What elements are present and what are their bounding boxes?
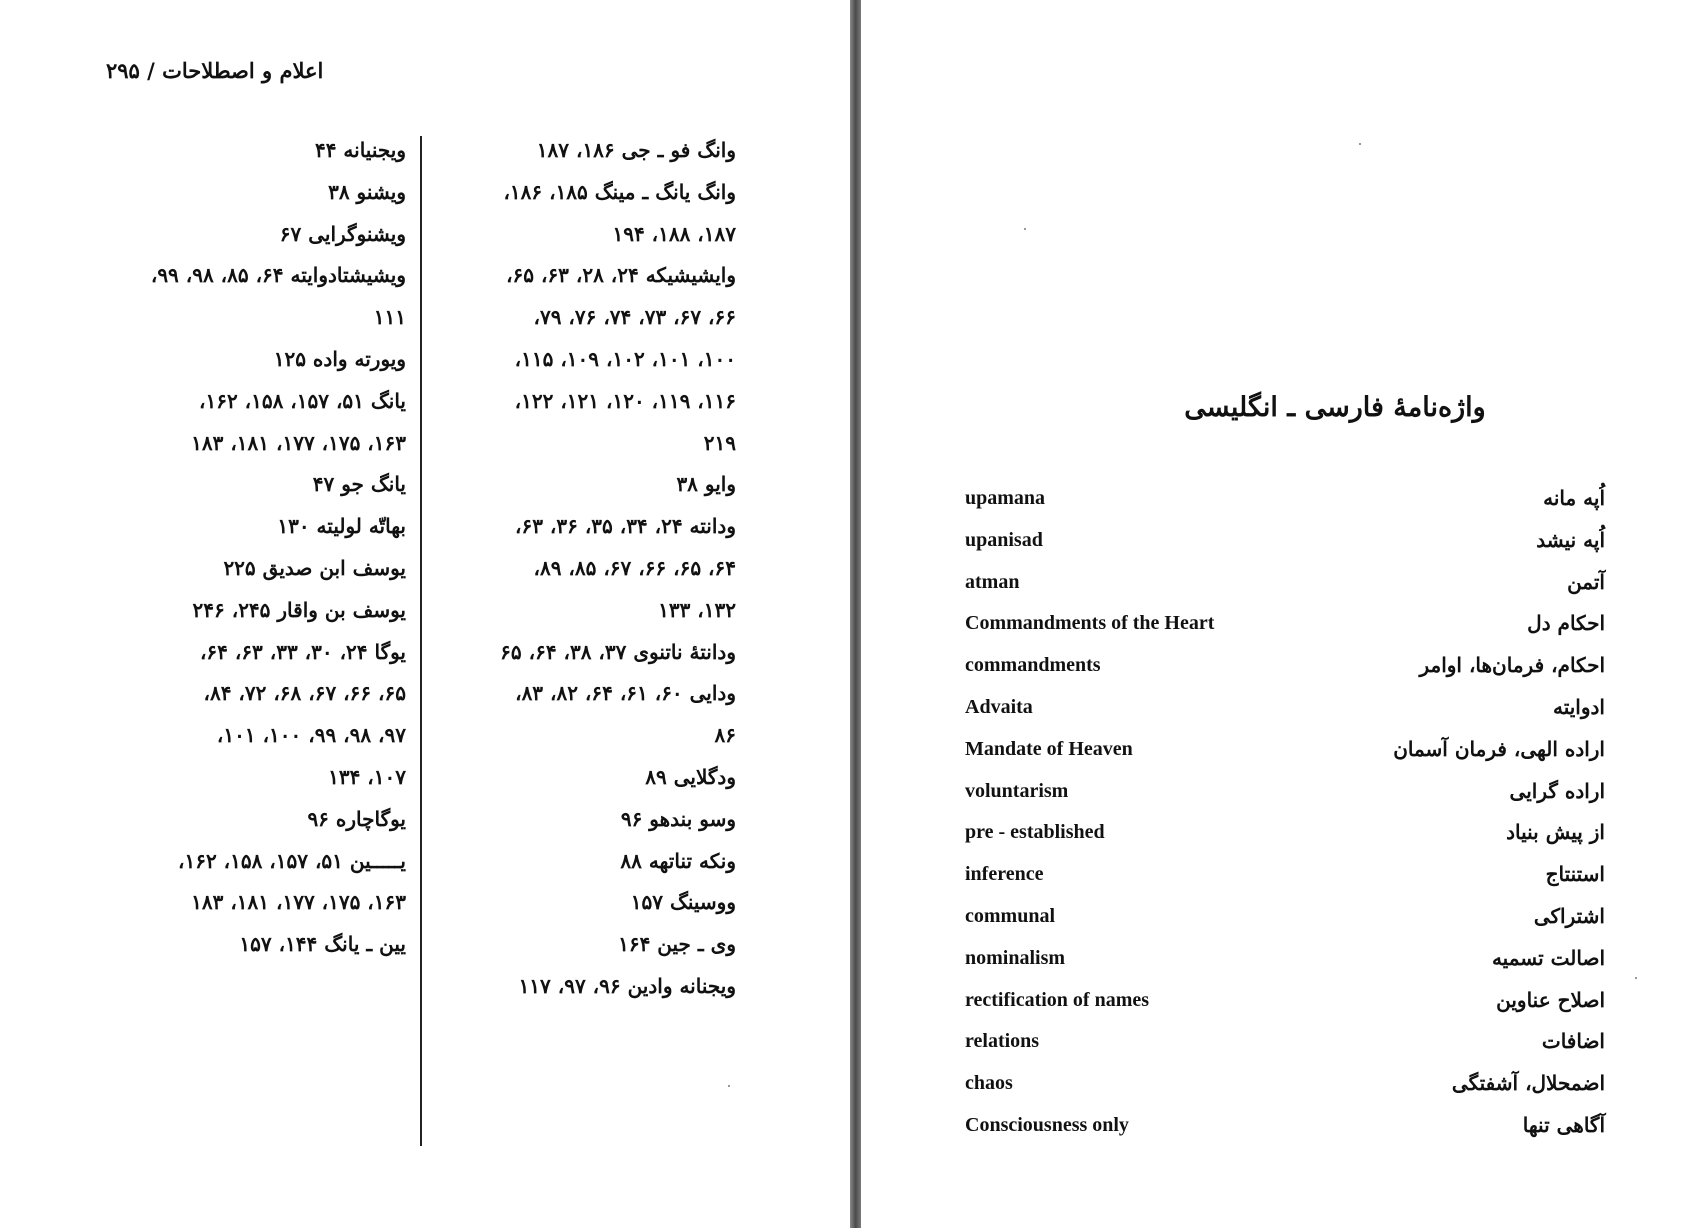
index-entry-line: ۱۱۱: [373, 305, 406, 330]
glossary-english-term: Consciousness only: [965, 1113, 1129, 1136]
index-entry-line: یانگ جو ۴۷: [312, 472, 406, 497]
index-entry-line: ۶۵، ۶۶، ۶۷، ۶۸، ۷۲، ۸۴،: [203, 681, 406, 706]
index-entry-line: ۱۱۶، ۱۱۹، ۱۲۰، ۱۲۱، ۱۲۲،: [514, 388, 736, 413]
glossary-title: واژه‌نامهٔ فارسی ـ انگلیسی: [1184, 392, 1486, 423]
index-entry-line: وانگ فو ـ جی ۱۸۶، ۱۸۷: [536, 138, 736, 162]
glossary-row: [965, 1063, 1605, 1105]
left-page: [0, 0, 850, 1228]
glossary-english-term: nominalism: [965, 946, 1066, 969]
glossary-english-term: rectification of names: [965, 988, 1150, 1011]
glossary-english-term: inference: [965, 863, 1044, 886]
glossary-persian-term: اُپه نیشد: [1536, 527, 1605, 552]
index-entry-line: ونکه تناتهه ۸۸: [620, 848, 736, 873]
index-entry-line: وایو ۳۸: [676, 472, 736, 497]
glossary-persian-term: اضمحلال، آشفتگی: [1451, 1071, 1605, 1096]
index-entry-line: ۹۷، ۹۸، ۹۹، ۱۰۰، ۱۰۱،: [216, 723, 406, 748]
index-entry-line: ودگلایی ۸۹: [645, 764, 736, 789]
index-entry-line: یـــــین ۵۱، ۱۵۷، ۱۵۸، ۱۶۲،: [177, 848, 406, 873]
index-entry-line: ۱۶۳، ۱۷۵، ۱۷۷، ۱۸۱، ۱۸۳: [191, 890, 406, 915]
glossary-persian-term: از پیش بنیاد: [1506, 820, 1605, 845]
glossary-persian-term: آگاهی تنها: [1522, 1112, 1605, 1137]
glossary-row: [965, 687, 1605, 729]
index-entry-line: ویجنانه وادین ۹۶، ۹۷، ۱۱۷: [518, 973, 736, 998]
index-entry-line: ۱۳۲، ۱۳۳: [658, 597, 736, 622]
index-entry-line: ویجنیانه ۴۴: [314, 138, 406, 162]
glossary-row: [965, 478, 1605, 520]
glossary-english-term: commandments: [965, 654, 1101, 677]
right-page: [861, 0, 1704, 1228]
glossary-persian-term: اشتراکی: [1533, 903, 1605, 928]
glossary-english-term: atman: [965, 570, 1020, 593]
index-column-right: [430, 130, 736, 1008]
glossary-persian-term: احکام دل: [1527, 611, 1605, 636]
glossary-persian-term: اراده الهی، فرمان آسمان: [1393, 736, 1605, 761]
glossary-persian-term: استنتاج: [1545, 862, 1605, 887]
index-entry-line: وایشیشیکه ۲۴، ۲۸، ۶۳، ۶۵،: [506, 263, 736, 288]
index-entry-line: یوسف ابن صدیق ۲۲۵: [223, 555, 406, 580]
glossary-row: [965, 520, 1605, 562]
glossary-persian-term: احکام، فرمان‌ها، اوامر: [1419, 653, 1605, 678]
index-entry-line: یوسف بن واقار ۲۴۵، ۲۴۶: [192, 597, 406, 622]
glossary-list: [965, 478, 1605, 1147]
glossary-english-term: voluntarism: [965, 779, 1069, 802]
index-entry-line: ووسینگ ۱۵۷: [630, 890, 736, 915]
index-entry-line: ۶۶، ۶۷، ۷۳، ۷۴، ۷۶، ۷۹،: [533, 305, 736, 330]
index-entry-line: ۱۰۰، ۱۰۱، ۱۰۲، ۱۰۹، ۱۱۵،: [514, 346, 736, 371]
glossary-row: [965, 896, 1605, 938]
book-gutter: [850, 0, 861, 1228]
glossary-persian-term: اصلاح عناوین: [1496, 987, 1605, 1012]
glossary-english-term: Mandate of Heaven: [965, 737, 1133, 760]
scan-speck: [1024, 228, 1026, 230]
glossary-row: [965, 729, 1605, 771]
column-divider: [420, 136, 422, 1146]
index-entry-line: ۲۱۹: [703, 430, 736, 455]
index-entry-line: ۱۶۳، ۱۷۵، ۱۷۷، ۱۸۱، ۱۸۳: [191, 430, 406, 455]
glossary-english-term: pre - established: [965, 821, 1105, 844]
index-entry-line: ۸۶: [714, 723, 736, 748]
index-entry-line: وی ـ جین ۱۶۴: [618, 932, 736, 957]
index-entry-line: ویشنو ۳۸: [328, 179, 406, 204]
index-entry-line: وسو بندهو ۹۶: [620, 806, 736, 831]
index-entry-line: ویورته واده ۱۲۵: [273, 346, 406, 371]
glossary-persian-term: اُپه مانه: [1543, 486, 1605, 510]
glossary-english-term: Commandments of the Heart: [965, 612, 1215, 635]
scan-speck: [728, 1085, 730, 1087]
glossary-english-term: relations: [965, 1030, 1040, 1053]
glossary-persian-term: ادوایته: [1552, 694, 1605, 719]
glossary-english-term: Advaita: [965, 695, 1033, 718]
glossary-english-term: upanisad: [965, 528, 1043, 551]
glossary-row: [965, 812, 1605, 854]
glossary-row: [965, 980, 1605, 1022]
glossary-row: [965, 562, 1605, 604]
glossary-row: [965, 1021, 1605, 1063]
glossary-row: [965, 938, 1605, 980]
index-entry-line: ویشنوگرایی ۶۷: [279, 221, 406, 246]
glossary-row: [965, 854, 1605, 896]
glossary-persian-term: آتمن: [1567, 569, 1605, 594]
glossary-english-term: upamana: [965, 487, 1046, 509]
index-entry-line: ۱۸۷، ۱۸۸، ۱۹۴: [612, 221, 736, 246]
index-entry-line: یین ـ یانگ ۱۴۴، ۱۵۷: [239, 932, 406, 957]
index-entry-line: وانگ یانگ ـ مینگ ۱۸۵، ۱۸۶،: [503, 179, 736, 204]
glossary-persian-term: اضافات: [1541, 1029, 1605, 1054]
index-entry-line: یوگاچاره ۹۶: [307, 806, 406, 831]
glossary-persian-term: اصالت تسمیه: [1491, 945, 1605, 970]
glossary-row: [965, 645, 1605, 687]
index-entry-line: ۶۴، ۶۵، ۶۶، ۶۷، ۸۵، ۸۹،: [533, 555, 736, 580]
running-head: اعلام و اصطلاحات / ۲۹۵: [106, 58, 324, 83]
glossary-row: [965, 1105, 1605, 1147]
index-entry-line: ودایی ۶۰، ۶۱، ۶۴، ۸۲، ۸۳،: [515, 681, 736, 706]
scan-speck: [1635, 977, 1637, 979]
glossary-row: [965, 771, 1605, 813]
scan-speck: [1359, 143, 1361, 145]
glossary-english-term: communal: [965, 904, 1055, 927]
index-entry-line: ویشیشتادوایته ۶۴، ۸۵، ۹۸، ۹۹،: [150, 263, 406, 288]
glossary-persian-term: اراده گرایی: [1509, 778, 1605, 803]
index-entry-line: یانگ ۵۱، ۱۵۷، ۱۵۸، ۱۶۲،: [198, 388, 406, 413]
index-column-left: [104, 130, 406, 966]
index-entry-line: بهاتّه لولیته ۱۳۰: [277, 514, 406, 539]
index-entry-line: ودانتهٔ ناتنوی ۳۷، ۳۸، ۶۴، ۶۵: [500, 639, 736, 664]
glossary-english-term: chaos: [965, 1072, 1013, 1095]
glossary-row: [965, 603, 1605, 645]
index-entry-line: ۱۰۷، ۱۳۴: [328, 764, 406, 789]
index-entry-line: ودانته ۲۴، ۳۴، ۳۵، ۳۶، ۶۳،: [515, 514, 736, 539]
index-entry-line: یوگا ۲۴، ۳۰، ۳۳، ۶۳، ۶۴،: [199, 639, 406, 664]
